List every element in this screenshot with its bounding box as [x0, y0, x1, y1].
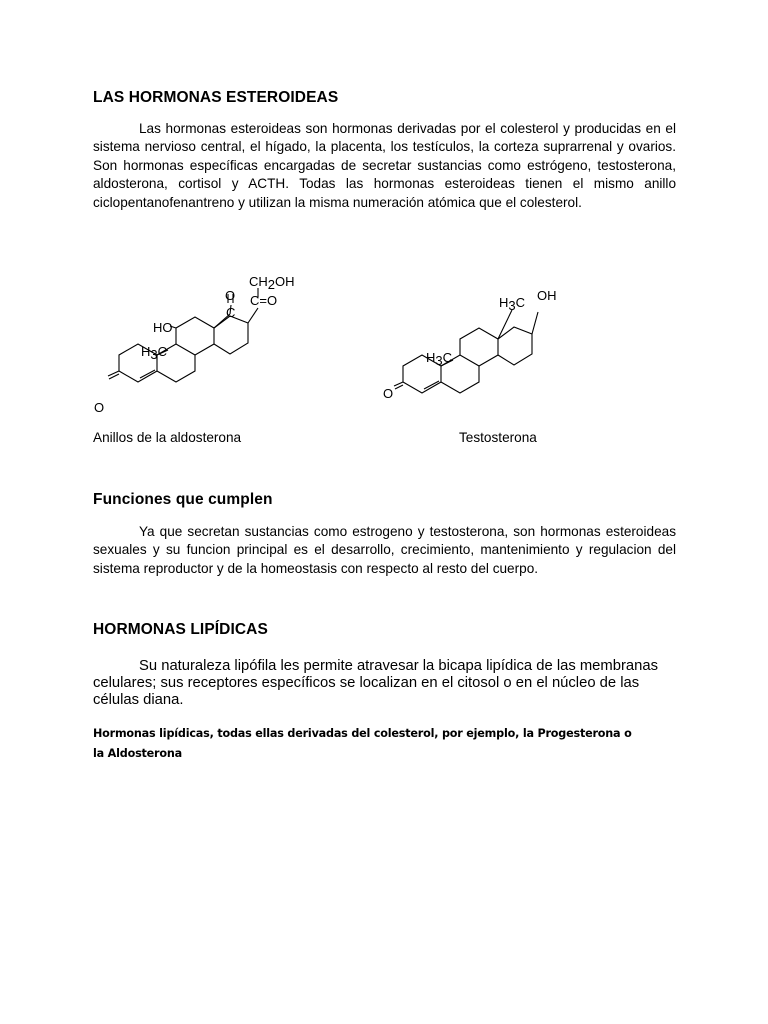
paragraph-esteroideas: Las hormonas esteroideas son hormonas derivadas por el colesterol y producidas en el sistema nervioso central, el hígado, la placenta, los testículos, la corteza suprarrenal y ovarios. Son hormonas específicas encargadas de secretar sustancias como estrógeno, testosterona, aldosterona, cortisol y ACTH. Todas las hormonas esteroideas tienen el mismo anillo ciclopentanofenantreno y utilizan la misma numeración atómica que el colesterol. [93, 121, 676, 210]
oxo-label: O [383, 386, 394, 401]
h3c-label: H3C [426, 350, 453, 368]
caption-aldosterona: Anillos de la aldosterona [93, 430, 242, 445]
h3c-label: H3C [141, 344, 168, 362]
ho-label: HO [153, 320, 173, 335]
caption-testosterona: Testosterona [459, 430, 537, 445]
ch2oh-label: CH2OH [249, 274, 295, 292]
ring-d [498, 327, 532, 365]
section-title-lipidicas: HORMONAS LIPÍDICAS [93, 621, 268, 638]
ring-c [176, 317, 214, 355]
oh-bond [532, 312, 538, 334]
section-title-esteroideas: LAS HORMONAS ESTEROIDEAS [93, 89, 339, 106]
methyl-top-bond [498, 310, 512, 339]
side-chain-bond [248, 308, 258, 323]
paragraph-lipidicas: Su naturaleza lipófila les permite atravesar la bicapa lipídica de las membranas celulares; sus receptores específicos se localizan en el citosol o en el núcleo de las células diana. [93, 658, 658, 708]
ring-c [460, 328, 498, 366]
testosterone-structure [380, 282, 580, 412]
h3c-top-label: H3C [499, 295, 526, 313]
oh-label: OH [537, 288, 557, 303]
co-label: C=O [250, 293, 278, 308]
carbonyl-c-label: C [226, 305, 236, 320]
aldosterone-structure [90, 270, 320, 420]
ring-d [214, 316, 248, 354]
note-lipidicas: Hormonas lipídicas, todas ellas derivadas del colesterol, por ejemplo, la Progesterona o la Aldosterona [93, 727, 632, 760]
paragraph-funciones: Ya que secretan sustancias como estrogeno y testosterona, son hormonas esteroideas sexuales y su funcion principal es el desarrollo, crecimiento, mantenimiento y regulacion del sistema reproductor y de la homeostasis con respecto al resto del cuerpo. [93, 524, 676, 576]
carbonyl-o-label: O [225, 288, 236, 303]
section-title-funciones: Funciones que cumplen [93, 491, 273, 508]
oxo-label: O [94, 400, 105, 415]
